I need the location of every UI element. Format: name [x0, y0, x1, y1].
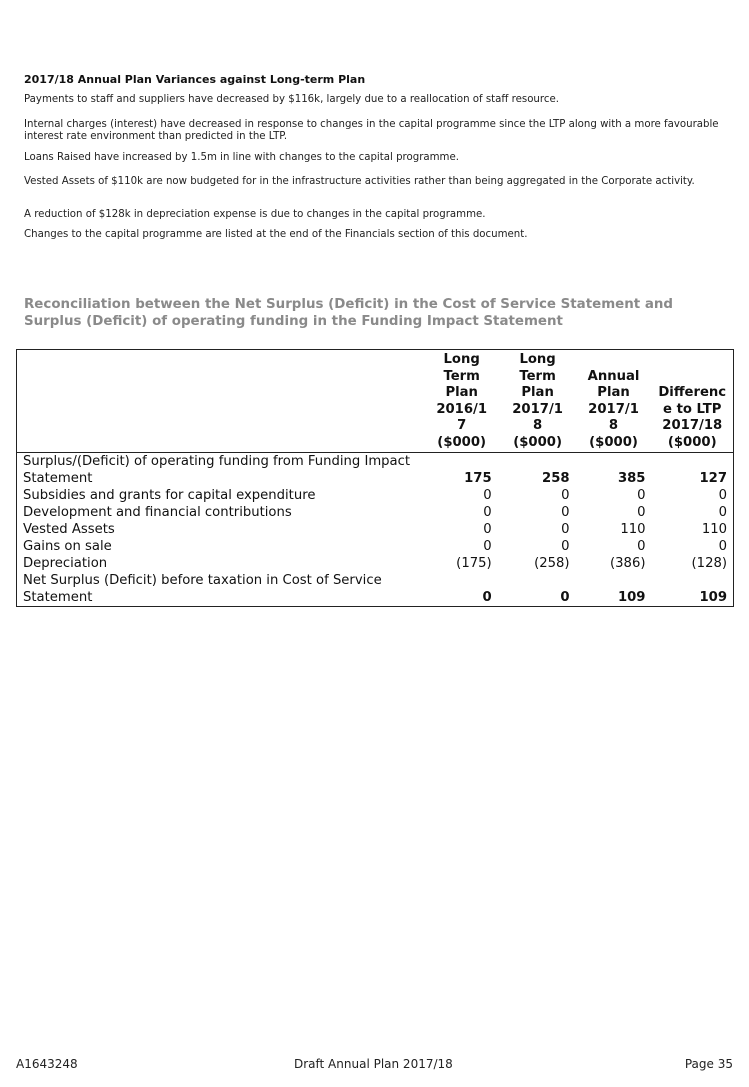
table-row — [17, 521, 734, 538]
reconciliation-title: Reconciliation between the Net Surplus (Deficit) in the Cost of Service Statement and Surplus (Deficit) of operating funding in the Funding Impact Statement — [24, 297, 673, 329]
cell-value: 0 — [561, 522, 570, 537]
row-label: Subsidies and grants for capital expenditure — [23, 488, 316, 503]
cell-value: 0 — [637, 505, 646, 520]
cell-value: 109 — [699, 590, 727, 605]
variance-paragraph: A reduction of $128k in depreciation expense is due to changes in the capital programme. — [24, 209, 486, 220]
table-row — [17, 487, 734, 504]
table-row — [17, 504, 734, 521]
cell-value: 0 — [637, 488, 646, 503]
column-header: Long Term Plan 2016/1 7 — [436, 352, 488, 433]
column-units: ($000) — [500, 435, 576, 453]
cell-value: (386) — [610, 556, 646, 571]
cell-value: 0 — [718, 488, 727, 503]
row-label: Depreciation — [23, 556, 108, 571]
cell-value: 0 — [561, 505, 570, 520]
cell-value: 0 — [561, 488, 570, 503]
footer-page-number: Page 35 — [684, 1057, 733, 1071]
column-units: ($000) — [651, 435, 733, 453]
cell-value: 0 — [483, 505, 492, 520]
cell-value: 0 — [482, 590, 492, 605]
cell-value: 0 — [483, 522, 492, 537]
table-row — [17, 555, 734, 572]
cell-value: 0 — [560, 590, 570, 605]
row-label: Net Surplus (Deficit) before taxation in Cost of Service Statement — [23, 573, 382, 605]
variance-paragraph: Changes to the capital programme are listed at the end of the Financials section of this document. — [24, 229, 528, 240]
cell-value: 258 — [542, 471, 570, 486]
cell-value: 385 — [617, 471, 646, 486]
reconciliation-table — [16, 349, 734, 607]
table-header-row — [17, 350, 734, 435]
cell-value: 0 — [483, 539, 492, 554]
footer-doc-id: A1643248 — [16, 1057, 78, 1071]
cell-value: 0 — [637, 539, 646, 554]
table-row — [17, 453, 734, 488]
footer-doc-title: Draft Annual Plan 2017/18 — [294, 1057, 453, 1071]
row-label: Development and financial contributions — [23, 505, 292, 520]
cell-value: 0 — [483, 488, 492, 503]
column-units: ($000) — [424, 435, 500, 453]
column-header: Annual Plan 2017/1 8 — [587, 368, 640, 433]
variance-paragraph: Loans Raised have increased by 1.5m in line with changes to the capital programme. — [24, 152, 459, 163]
row-label: Gains on sale — [23, 539, 112, 554]
column-header: Long Term Plan 2017/1 8 — [512, 352, 563, 433]
cell-value: 110 — [620, 522, 646, 537]
cell-value: (258) — [534, 556, 570, 571]
cell-value: 0 — [718, 505, 727, 520]
variances-heading: 2017/18 Annual Plan Variances against Long-term Plan — [24, 73, 366, 86]
cell-value: 127 — [699, 471, 727, 486]
table-row — [17, 538, 734, 555]
cell-value: 110 — [701, 522, 727, 537]
variance-paragraph: Vested Assets of $110k are now budgeted for in the infrastructure activities rather than being aggregated in the Corporate activity. — [24, 176, 695, 187]
column-header: Differenc e to LTP 2017/18 — [658, 385, 727, 433]
row-label-header — [17, 350, 424, 453]
variance-paragraph: Internal charges (interest) have decreased in response to changes in the capital programme since the LTP along with a more favourable interest rate environment than predicted in the LTP. — [24, 119, 719, 142]
table-row — [17, 572, 734, 607]
column-units: ($000) — [576, 435, 652, 453]
variance-paragraph: Payments to staff and suppliers have decreased by $116k, largely due to a reallocation of staff resource. — [24, 94, 559, 105]
cell-value: (175) — [456, 556, 492, 571]
cell-value: 0 — [718, 539, 727, 554]
row-label: Surplus/(Deficit) of operating funding from Funding Impact Statement — [23, 454, 411, 486]
cell-value: 175 — [464, 471, 492, 486]
cell-value: (128) — [691, 556, 727, 571]
cell-value: 109 — [617, 590, 646, 605]
row-label: Vested Assets — [23, 522, 115, 537]
cell-value: 0 — [561, 539, 570, 554]
